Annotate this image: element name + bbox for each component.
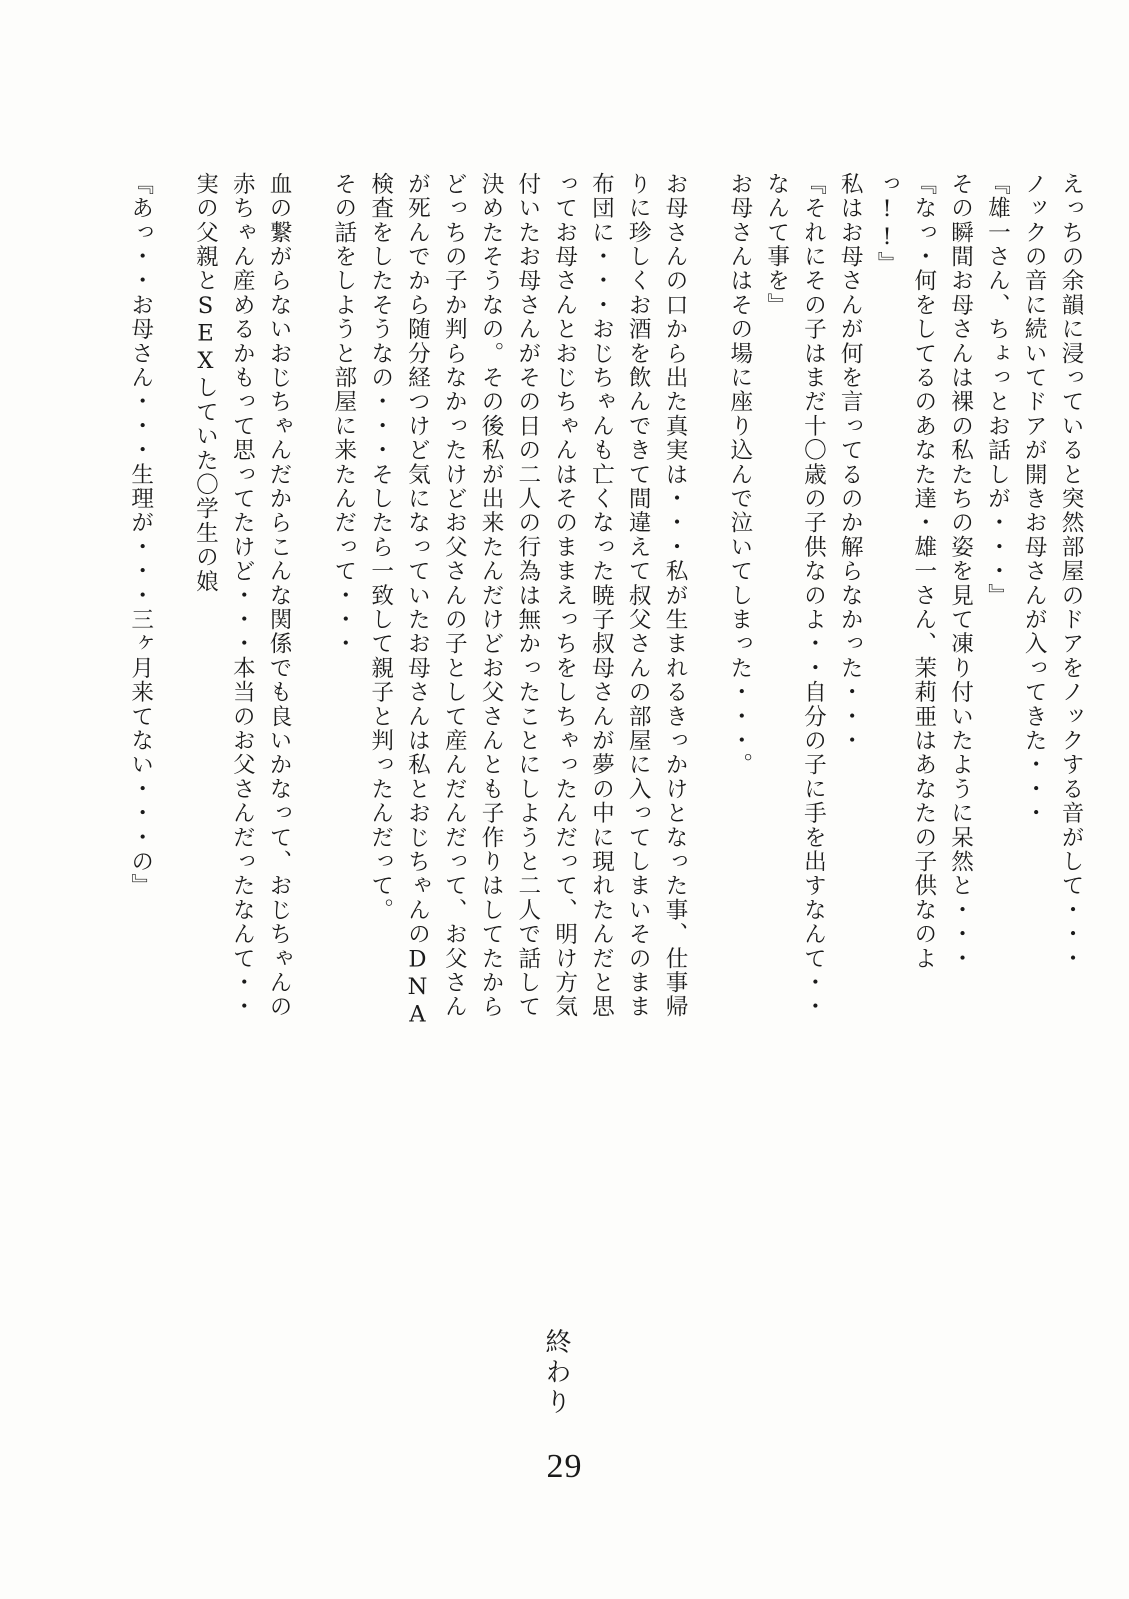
text-line: 『雄一さん、ちょっとお話しが・・・』: [984, 172, 1011, 608]
text-line: 布団に・・・おじちゃんも亡くなった暁子叔母さんが夢の中に現れたんだと思: [588, 172, 615, 1019]
ending-mark: 終わり: [541, 1328, 571, 1418]
text-line: お母さんの口から出た真実は・・・私が生まれるきっかけとなった事、仕事帰: [662, 172, 689, 1019]
text-line: 検査をしたそうなの・・・そしたら一致して親子と判ったんだって。: [367, 172, 394, 923]
text-line: なんて事を』: [763, 172, 790, 318]
text-line: 『それにその子はまだ十〇歳の子供なのよ・・自分の子に手を出すなんて・・: [800, 172, 827, 1019]
text-line: ってお母さんとおじちゃんはそのままえっちをしちゃったんだって、明け方気: [551, 172, 578, 1019]
paragraph-gap: [297, 172, 325, 892]
page-number: 29: [546, 1448, 583, 1485]
text-line: 実の父親とSEXしていた〇学生の娘: [192, 172, 219, 594]
paragraph-gap: [159, 172, 187, 892]
text-line: お母さんはその場に座り込んで泣いてしまった・・・。: [726, 172, 753, 777]
text-line: どっちの子か判らなかったけどお父さんの子として産んだんだって、お父さん: [441, 172, 468, 1019]
text-line: 決めたそうなの。その後私が出来たんだけどお父さんとも子作りはしてたから: [478, 172, 505, 1019]
text-line: その瞬間お母さんは裸の私たちの姿を見て凍り付いたように呆然と・・・: [947, 172, 974, 971]
text-line: 私はお母さんが何を言ってるのか解らなかった・・・: [837, 172, 864, 753]
text-line: その話をしようと部屋に来たんだって・・・: [330, 172, 357, 656]
text-line: 『なっ・何をしてるのあなた達・雄一さん、茉莉亜はあなたの子供なのよ: [910, 172, 937, 971]
text-line: 付いたお母さんがその日の二人の行為は無かったことにしようと二人で話して: [514, 172, 541, 1019]
text-line: りに珍しくお酒を飲んできて間違えて叔父さんの部屋に入ってしまいそのまま: [625, 172, 652, 1019]
text-line: が死んでから随分経つけど気になっていたお母さんは私とおじちゃんのDNA: [404, 172, 431, 1030]
text-line: 血の繋がらないおじちゃんだからこんな関係でも良いかなって、おじちゃんの: [266, 172, 293, 1019]
text-line: 赤ちゃん産めるかもって思ってたけど・・・本当のお父さんだったなんて・・: [229, 172, 256, 1019]
body-text: [122, 172, 1089, 1030]
text-line: ノックの音に続いてドアが開きお母さんが入ってきた・・・: [1021, 172, 1048, 826]
text-line: 『あっ・・お母さん・・・生理が・・・三ヶ月来てない・・・の』: [127, 172, 154, 898]
text-line: えっちの余韻に浸っていると突然部屋のドアをノックする音がして・・・: [1058, 172, 1084, 971]
paragraph-gap: [693, 172, 721, 892]
text-line: っ!!』: [874, 172, 901, 276]
